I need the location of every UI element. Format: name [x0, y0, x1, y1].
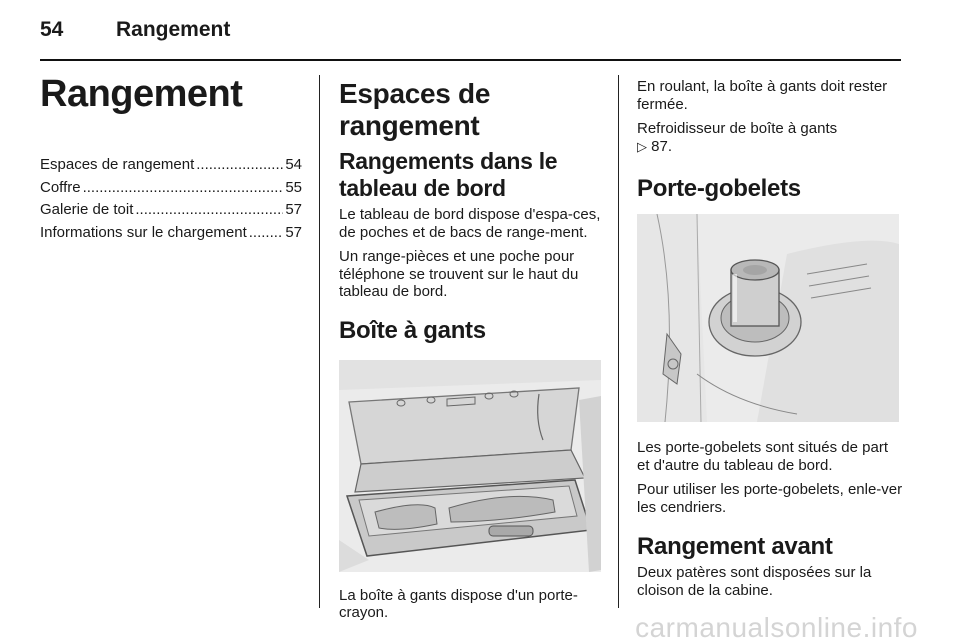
toc-leader-dots: [135, 199, 283, 222]
toc-item-label: Espaces de rangement: [40, 156, 195, 173]
toc-item-page: 57: [285, 201, 302, 218]
page-reference[interactable]: 87.: [651, 137, 673, 155]
paragraph: En roulant, la boîte à gants doit rester fermée.: [637, 78, 888, 113]
toc-item-page: 54: [285, 156, 302, 173]
watermark: carmanualsonline.info: [635, 612, 918, 643]
toc-leader-dots: [83, 177, 284, 200]
toc-item-page: 57: [285, 223, 302, 241]
toc-item[interactable]: [40, 177, 302, 200]
column-2: [339, 78, 603, 622]
cupholder-drawing: [637, 214, 899, 422]
toc-item-page: 55: [285, 178, 302, 196]
paragraph: La boîte à gants dispose d'un porte-crayon.: [339, 586, 578, 621]
paragraph: Pour utiliser les porte-gobelets, enle-ver les cendriers.: [637, 481, 903, 516]
toc-leader-dots: [249, 222, 284, 245]
running-header-title: Rangement: [116, 18, 231, 41]
toc-leader-dots: [196, 154, 283, 177]
table-of-contents: [40, 154, 302, 244]
cupholder-illustration: [637, 214, 899, 422]
glovebox-illustration: [339, 360, 601, 572]
paragraph-text: Refroidisseur de boîte à gants: [637, 120, 838, 137]
subsection-title-front-storage: Rangement avant: [637, 533, 833, 560]
toc-item-label: Galerie de toit: [40, 201, 134, 218]
subsection-title-dashboard: Rangements dans le tableau de bord: [339, 148, 558, 201]
paragraph: Deux patères sont disposées sur la cloison de la cabine.: [637, 564, 872, 599]
glovebox-drawing: [339, 360, 601, 572]
paragraph: [637, 120, 903, 155]
subsection-title-cupholders: Porte-gobelets: [637, 175, 801, 202]
toc-item[interactable]: [40, 199, 302, 222]
column-separator-2: [618, 75, 619, 608]
chapter-title: Rangement: [40, 73, 243, 115]
toc-item-label: Informations sur le chargement: [40, 223, 247, 241]
paragraph: Les porte-gobelets sont situés de part et d'autre du tableau de bord.: [637, 439, 888, 474]
section-title: Espaces de rangement: [339, 78, 491, 141]
column-3: [637, 78, 903, 599]
toc-item-label: Coffre: [40, 178, 81, 196]
page-number: 54: [40, 18, 64, 41]
toc-item[interactable]: [40, 154, 302, 177]
paragraph: Un range-pièces et une poche pour téléphone se trouvent sur le haut du tableau de bord.: [339, 248, 579, 300]
paragraph: Le tableau de bord dispose d'espa-ces, de poches et de bacs de range-ment.: [339, 206, 601, 241]
column-1: [40, 72, 302, 244]
column-separator-1: [319, 75, 320, 608]
arrow-right-icon: ▷: [637, 138, 647, 154]
header-rule: [40, 59, 901, 61]
subsection-title-glovebox: Boîte à gants: [339, 316, 486, 344]
toc-item[interactable]: [40, 222, 302, 245]
